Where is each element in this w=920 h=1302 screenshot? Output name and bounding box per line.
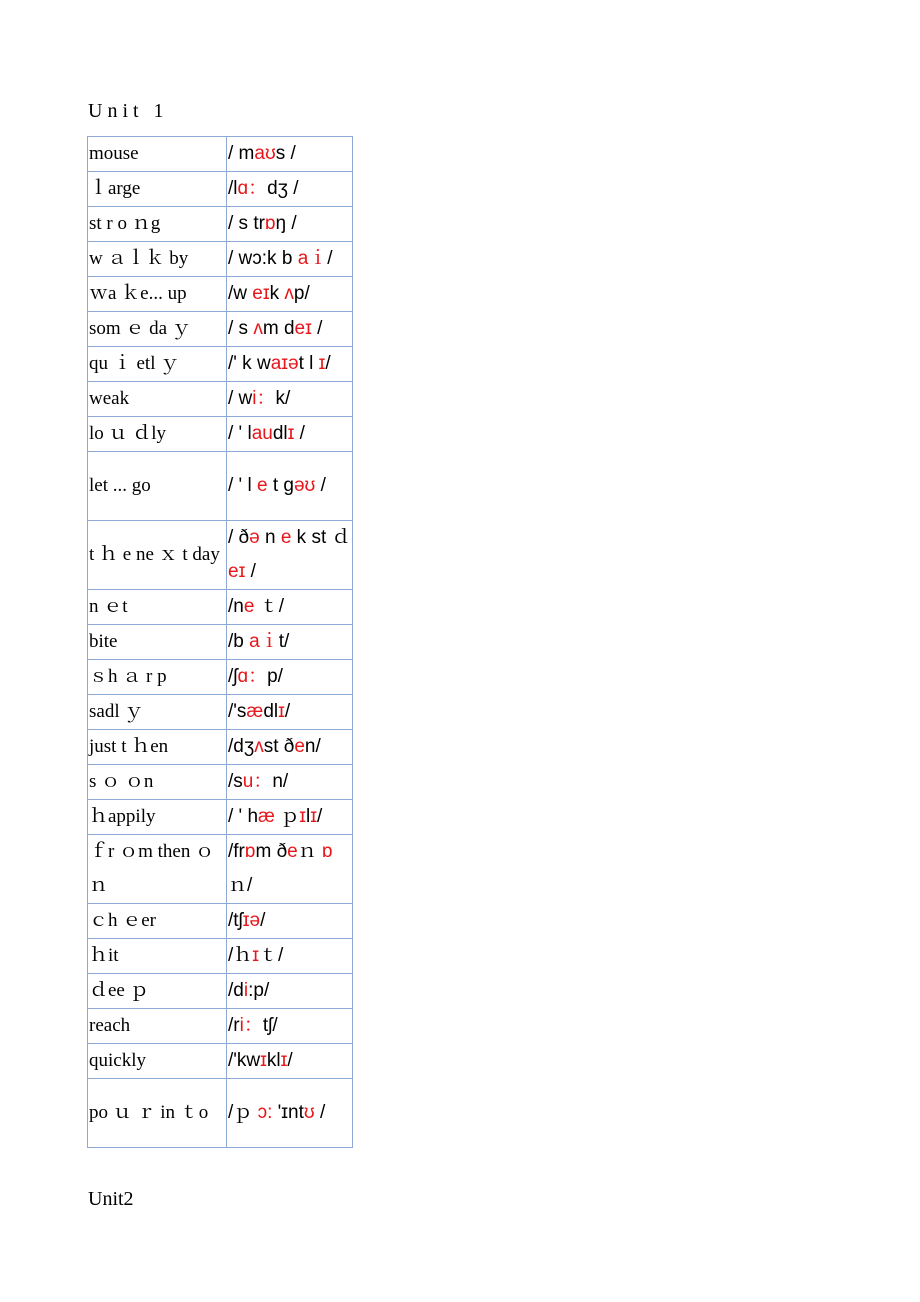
vocab-word: som ｅ da ｙ xyxy=(88,312,227,347)
vocab-phonetic xyxy=(227,660,353,695)
vocab-row xyxy=(88,347,353,382)
vocab-phonetic xyxy=(227,590,353,625)
phonetic-text: p/ xyxy=(267,666,283,687)
phonetic-text: ｔ/ xyxy=(259,945,284,966)
phonetic-text: /w xyxy=(228,283,253,304)
phonetic-text: /r xyxy=(228,1015,240,1036)
vocab-word: ｗa ｋe... up xyxy=(88,277,227,312)
phonetic-text: k/ xyxy=(275,388,291,409)
vocab-word: ｃh ｅer xyxy=(88,904,227,939)
vocab-row xyxy=(88,312,353,347)
phonetic-highlight: i： xyxy=(239,1015,263,1036)
vocab-row xyxy=(88,695,353,730)
phonetic-highlight: ɑ： xyxy=(237,666,268,687)
phonetic-text: l xyxy=(305,806,311,827)
vocab-word: just t ｈen xyxy=(88,730,227,765)
vocab-phonetic xyxy=(227,137,353,172)
phonetic-text: / s tr xyxy=(228,213,265,234)
phonetic-highlight: ɪ xyxy=(278,701,285,722)
vocabulary-table-body xyxy=(88,137,353,1148)
phonetic-highlight: e xyxy=(280,527,292,548)
phonetic-text: /tʃ xyxy=(228,910,243,931)
vocab-word: st r o ｎg xyxy=(88,207,227,242)
vocab-row xyxy=(88,1079,353,1148)
vocab-word: w ａｌｋ by xyxy=(88,242,227,277)
phonetic-text: / ' l xyxy=(228,475,257,496)
vocab-word: sadl ｙ xyxy=(88,695,227,730)
phonetic-text: / ' l xyxy=(228,423,252,444)
vocab-row xyxy=(88,590,353,625)
phonetic-text: kl xyxy=(266,1050,281,1071)
phonetic-text: / s xyxy=(228,318,254,339)
vocab-row xyxy=(88,800,353,835)
phonetic-highlight: æ xyxy=(246,701,264,722)
vocab-word: ｈit xyxy=(88,939,227,974)
phonetic-text: / xyxy=(316,806,323,827)
phonetic-text: t l xyxy=(298,353,319,374)
vocab-phonetic xyxy=(227,974,353,1009)
phonetic-text: ŋ / xyxy=(275,213,297,234)
phonetic-highlight: aɪə xyxy=(270,353,299,374)
phonetic-text: s / xyxy=(275,143,296,164)
vocab-row xyxy=(88,939,353,974)
phonetic-text: /n xyxy=(228,596,244,617)
phonetic-text: / xyxy=(315,475,326,496)
phonetic-text: /' k w xyxy=(228,353,271,374)
vocab-phonetic xyxy=(227,730,353,765)
vocab-phonetic xyxy=(227,1009,353,1044)
phonetic-highlight: ɪ xyxy=(299,806,306,827)
phonetic-highlight: e xyxy=(287,841,298,862)
vocab-phonetic xyxy=(227,835,353,904)
unit-1-vocabulary-table xyxy=(87,136,353,1148)
phonetic-text: / w xyxy=(228,388,253,409)
vocab-word: quickly xyxy=(88,1044,227,1079)
vocab-word: mouse xyxy=(88,137,227,172)
phonetic-highlight: u： xyxy=(242,771,273,792)
phonetic-highlight: ʊ xyxy=(303,1102,315,1123)
phonetic-highlight: ɪ xyxy=(310,806,317,827)
phonetic-highlight: i： xyxy=(252,388,276,409)
vocab-phonetic xyxy=(227,207,353,242)
vocab-row xyxy=(88,660,353,695)
phonetic-text: /ｐ xyxy=(228,1102,258,1123)
vocab-row xyxy=(88,452,353,521)
phonetic-highlight: eɪ xyxy=(228,561,246,582)
vocab-row xyxy=(88,625,353,660)
phonetic-highlight: aｉ xyxy=(249,631,279,652)
vocab-word: ｆr ｏm then ｏ ｎ xyxy=(88,835,227,904)
phonetic-text: / xyxy=(325,353,331,374)
phonetic-highlight: ɪ xyxy=(252,945,260,966)
phonetic-text: /ʃ xyxy=(228,666,238,687)
unit-2-heading: Unit2 xyxy=(88,1188,134,1210)
vocab-phonetic xyxy=(227,382,353,417)
phonetic-text: tʃ/ xyxy=(262,1015,278,1036)
vocab-row xyxy=(88,730,353,765)
phonetic-text: dʒ / xyxy=(267,178,299,199)
vocab-phonetic xyxy=(227,277,353,312)
phonetic-highlight: ɔ: xyxy=(257,1102,273,1123)
phonetic-highlight: ʌ xyxy=(254,736,264,757)
vocab-word: let ... go xyxy=(88,452,227,521)
vocab-row xyxy=(88,1009,353,1044)
phonetic-highlight: eɪ xyxy=(294,318,312,339)
vocab-phonetic xyxy=(227,1079,353,1148)
vocab-phonetic xyxy=(227,312,353,347)
phonetic-highlight: ɪ xyxy=(318,353,326,374)
phonetic-highlight: ʌ xyxy=(284,283,294,304)
phonetic-text: /dʒ xyxy=(228,736,255,757)
phonetic-text: ｎ/ xyxy=(228,875,253,896)
vocab-row xyxy=(88,1044,353,1079)
phonetic-highlight: au xyxy=(251,423,273,444)
phonetic-text: / m xyxy=(228,143,255,164)
phonetic-highlight: aｉ xyxy=(297,248,328,269)
phonetic-text: st ð xyxy=(263,736,295,757)
vocab-row xyxy=(88,277,353,312)
vocab-word: reach xyxy=(88,1009,227,1044)
vocab-phonetic xyxy=(227,172,353,207)
vocab-word: ｈappily xyxy=(88,800,227,835)
phonetic-text: p/ xyxy=(293,283,310,304)
phonetic-highlight: eɪ xyxy=(252,283,270,304)
phonetic-highlight: ɒ xyxy=(244,841,256,862)
phonetic-text: / wɔ:k b xyxy=(228,248,298,269)
phonetic-text: /ｈ xyxy=(228,945,253,966)
vocab-row xyxy=(88,835,353,904)
phonetic-text: t g xyxy=(267,475,294,496)
phonetic-text: / xyxy=(245,561,256,582)
vocab-phonetic xyxy=(227,417,353,452)
vocab-word: ｓh ａ r p xyxy=(88,660,227,695)
vocab-phonetic xyxy=(227,939,353,974)
phonetic-highlight: ɪə xyxy=(242,910,261,931)
vocab-word: ｌarge xyxy=(88,172,227,207)
phonetic-text: / xyxy=(327,248,333,269)
phonetic-highlight: e xyxy=(294,736,305,757)
vocab-row xyxy=(88,521,353,590)
phonetic-text: / xyxy=(260,910,266,931)
vocab-row xyxy=(88,974,353,1009)
vocab-word: bite xyxy=(88,625,227,660)
phonetic-highlight: ɪ xyxy=(280,1050,288,1071)
phonetic-text: /l xyxy=(228,178,238,199)
phonetic-highlight: ɑ： xyxy=(237,178,268,199)
phonetic-text: dl xyxy=(263,701,279,722)
phonetic-text: / ' h xyxy=(228,806,259,827)
vocab-phonetic xyxy=(227,800,353,835)
unit-1-heading: Unit 1 xyxy=(88,100,169,122)
phonetic-text: /d xyxy=(228,980,244,1001)
phonetic-text: /'s xyxy=(228,701,247,722)
phonetic-text: dl xyxy=(272,423,288,444)
phonetic-text: m d xyxy=(262,318,295,339)
vocab-phonetic xyxy=(227,625,353,660)
phonetic-text: ｎ xyxy=(297,841,323,862)
phonetic-highlight: ʌ xyxy=(253,318,263,339)
vocab-row xyxy=(88,242,353,277)
phonetic-highlight: ɪ xyxy=(260,1050,267,1071)
phonetic-text: k xyxy=(269,283,285,304)
vocab-row xyxy=(88,765,353,800)
phonetic-text: /'kw xyxy=(228,1050,261,1071)
vocab-row xyxy=(88,137,353,172)
vocab-word: ｄee ｐ xyxy=(88,974,227,1009)
vocab-row xyxy=(88,904,353,939)
vocab-word: qu ｉ etl ｙ xyxy=(88,347,227,382)
phonetic-text: ｔ/ xyxy=(254,596,284,617)
phonetic-highlight: ɒ xyxy=(322,841,333,862)
phonetic-highlight: ə xyxy=(249,527,260,548)
vocab-phonetic xyxy=(227,1044,353,1079)
vocab-word: po ｕ ｒ in ｔo xyxy=(88,1079,227,1148)
vocab-phonetic xyxy=(227,242,353,277)
vocab-phonetic xyxy=(227,904,353,939)
phonetic-text: / xyxy=(314,1102,326,1123)
phonetic-highlight: aʊ xyxy=(254,143,276,164)
phonetic-text: / xyxy=(287,1050,293,1071)
phonetic-text: / xyxy=(284,701,291,722)
phonetic-text: / ð xyxy=(228,527,250,548)
phonetic-text: / xyxy=(294,423,305,444)
phonetic-highlight: i xyxy=(243,980,249,1001)
phonetic-text: t/ xyxy=(278,631,290,652)
phonetic-highlight: ɒ xyxy=(264,213,276,234)
vocab-phonetic xyxy=(227,521,353,590)
vocab-row xyxy=(88,382,353,417)
phonetic-text: k st ｄ xyxy=(291,527,351,548)
phonetic-text: /s xyxy=(228,771,243,792)
phonetic-text: / xyxy=(311,318,323,339)
vocab-phonetic xyxy=(227,765,353,800)
vocab-phonetic xyxy=(227,347,353,382)
vocab-phonetic xyxy=(227,452,353,521)
vocab-word: lo ｕ ｄly xyxy=(88,417,227,452)
phonetic-highlight: ɪ xyxy=(287,423,295,444)
phonetic-highlight: e xyxy=(256,475,268,496)
phonetic-text: /fr xyxy=(228,841,245,862)
phonetic-highlight: e xyxy=(243,596,255,617)
vocab-word: s ｏ ｏn xyxy=(88,765,227,800)
phonetic-text: ｐ xyxy=(274,806,300,827)
phonetic-text: 'ɪnt xyxy=(272,1102,304,1123)
phonetic-text: n/ xyxy=(272,771,289,792)
vocab-word: t ｈ e ne ｘ t day xyxy=(88,521,227,590)
phonetic-text: :p/ xyxy=(248,980,270,1001)
phonetic-text: n/ xyxy=(304,736,321,757)
vocab-row xyxy=(88,172,353,207)
vocab-row xyxy=(88,207,353,242)
phonetic-highlight: æ xyxy=(258,806,275,827)
phonetic-text: /b xyxy=(228,631,250,652)
vocab-word: n ｅt xyxy=(88,590,227,625)
phonetic-text: m ð xyxy=(255,841,288,862)
vocab-phonetic xyxy=(227,695,353,730)
phonetic-highlight: əʊ xyxy=(293,475,316,496)
vocab-word: weak xyxy=(88,382,227,417)
phonetic-text: n xyxy=(259,527,281,548)
vocab-row xyxy=(88,417,353,452)
